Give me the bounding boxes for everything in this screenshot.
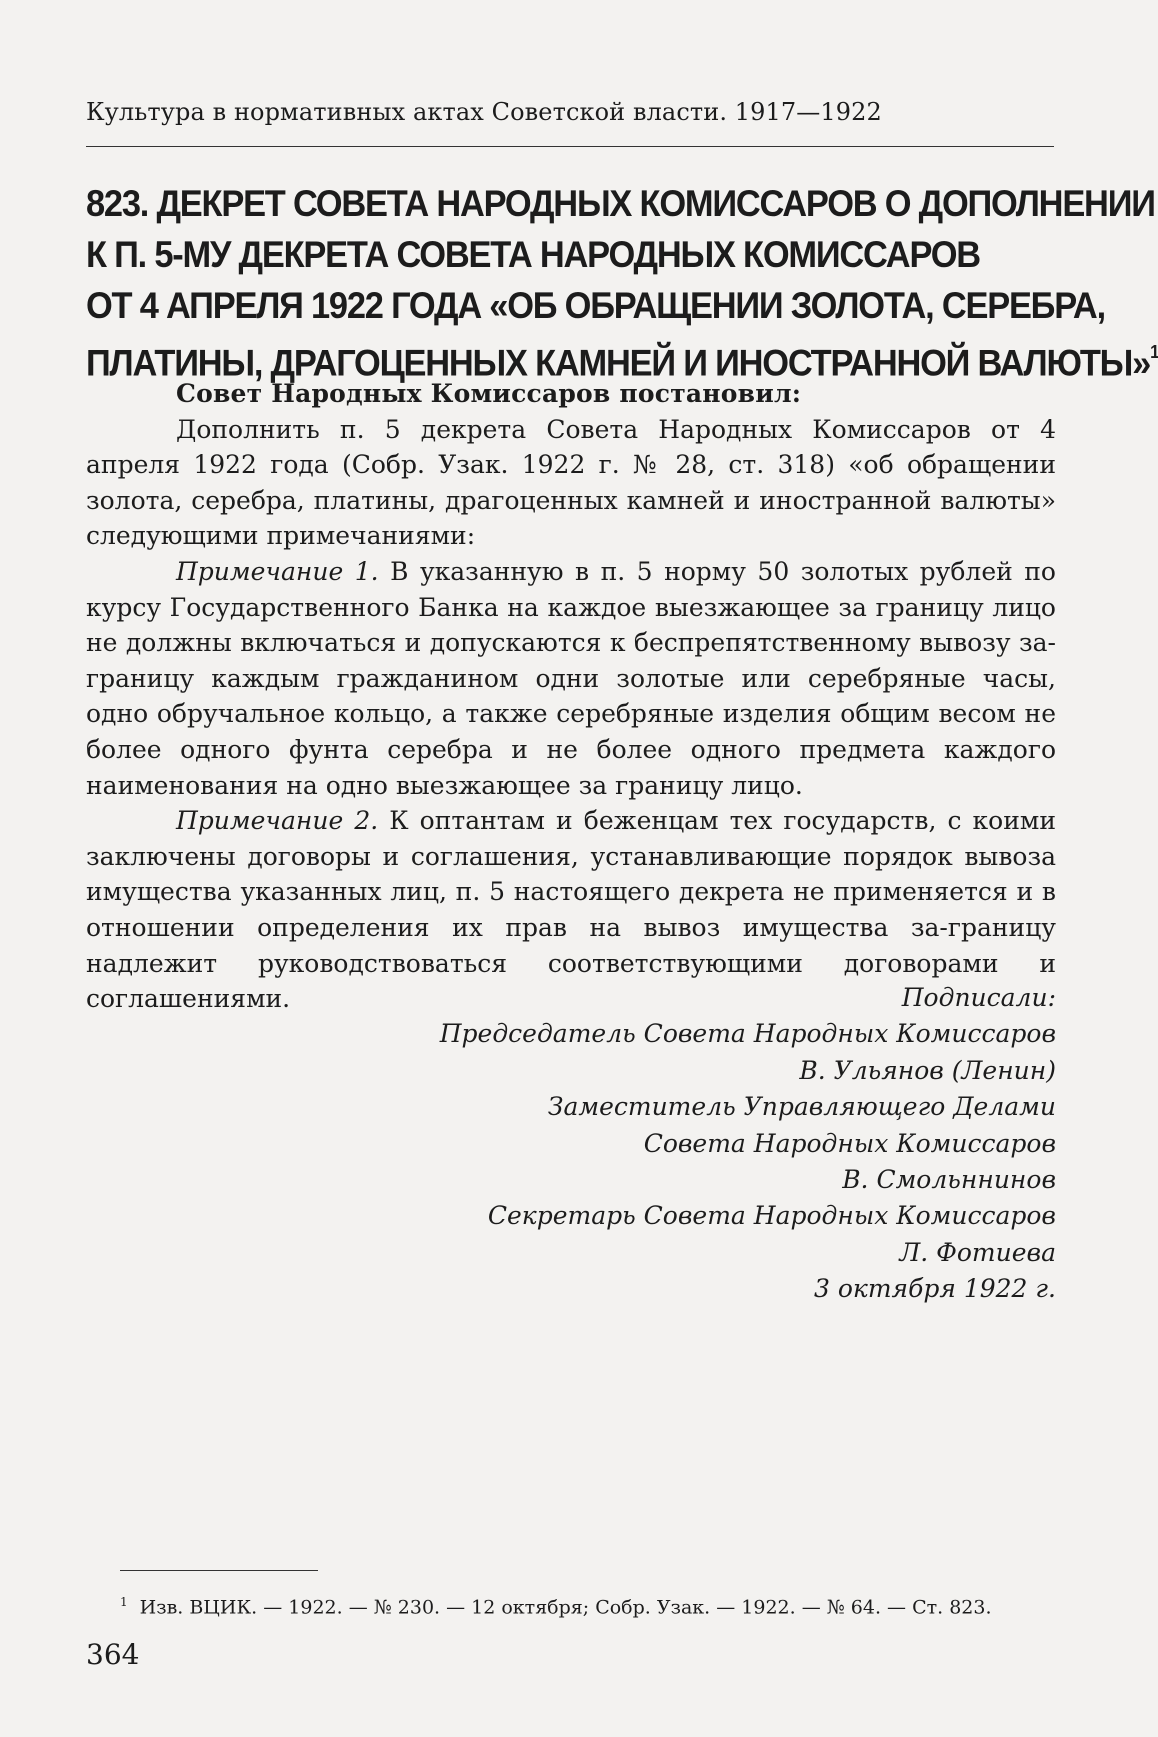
decree-title (86, 178, 1158, 388)
title-line: ОТ 4 АПРЕЛЯ 1922 ГОДА «ОБ ОБРАЩЕНИИ ЗОЛОТА, СЕРЕБРА, (86, 285, 1105, 326)
decree-body (86, 376, 1056, 1017)
title-footnote-mark: 1 (1150, 342, 1158, 362)
signing-date: 3 октября 1922 г. (813, 1274, 1056, 1304)
footnote-text: Изв. ВЦИК. — 1922. — № 230. — 12 октября; Собр. Узак. — 1922. — № 64. — Ст. 823. (139, 1596, 992, 1619)
signatory-name: В. Смольннинов (842, 1165, 1056, 1195)
signatory-name: Л. Фотиева (899, 1237, 1056, 1267)
title-line: 823. ДЕКРЕТ СОВЕТА НАРОДНЫХ КОМИССАРОВ О ДОПОЛНЕНИИ (86, 183, 1155, 224)
title-line-text: ПЛАТИНЫ, ДРАГОЦЕННЫХ КАМНЕЙ И ИНОСТРАННОЙ ВАЛЮТЫ» (86, 342, 1151, 384)
note-1-text: В указанную в п. 5 норму 50 золотых рублей по курсу Государственного Банка на каждое выезжающее за границу лицо не должны включаться и допускаются к беспрепятственному вывозу за-границу каждым гражданином одни золотые или серебряные часы, одно обручальное кольцо, а также серебряные изделия общим весом не более одного фунта серебра и не более одного предмета каждого наименования на одно выезжающее за границу лицо. (86, 556, 1056, 800)
note-1-label: Примечание 1. (176, 556, 379, 586)
signatory-title: Совета Народных Комиссаров (643, 1128, 1056, 1158)
footnote-rule (120, 1570, 318, 1571)
signed-label: Подписали: (901, 983, 1056, 1012)
header-rule (86, 146, 1054, 147)
note-2-label: Примечание 2. (176, 806, 379, 836)
footnote-mark: 1 (120, 1595, 128, 1609)
note-2-text: К оптантам и беженцам тех государств, с коими заключены договоры и соглашения, устанавливающие порядок вывоза имущества указанных лиц, п. 5 настоящего декрета не применяется и в отношении определения их прав на вывоз имущества за-границу надлежит руководствоваться соответствующими договорами и соглашениями. (86, 806, 1056, 1014)
title-line: К П. 5-МУ ДЕКРЕТА СОВЕТА НАРОДНЫХ КОМИССАРОВ (86, 234, 980, 275)
signatory-title: Секретарь Совета Народных Комиссаров (487, 1201, 1056, 1231)
running-head: Культура в нормативных актах Советской власти. 1917—1922 (86, 98, 882, 126)
signatory-title: Председатель Совета Народных Комиссаров (439, 1019, 1056, 1049)
note-1 (86, 554, 1056, 803)
paragraph-1: Дополнить п. 5 декрета Совета Народных Комиссаров от 4 апреля 1922 года (Собр. Узак. 1922 г. № 28, ст. 318) «об обращении золота, серебра, платины, драгоценных камней и иностранной валюты» следующими примечаниями: (86, 414, 1056, 551)
signatory-title: Заместитель Управляющего Делами (547, 1092, 1056, 1122)
lead-line: Совет Народных Комиссаров постановил: (176, 379, 802, 408)
signatures-block (86, 980, 1056, 1308)
page-number: 364 (86, 1638, 140, 1671)
signatory-name: В. Ульянов (Ленин) (799, 1055, 1056, 1085)
footnote (120, 1588, 1060, 1621)
